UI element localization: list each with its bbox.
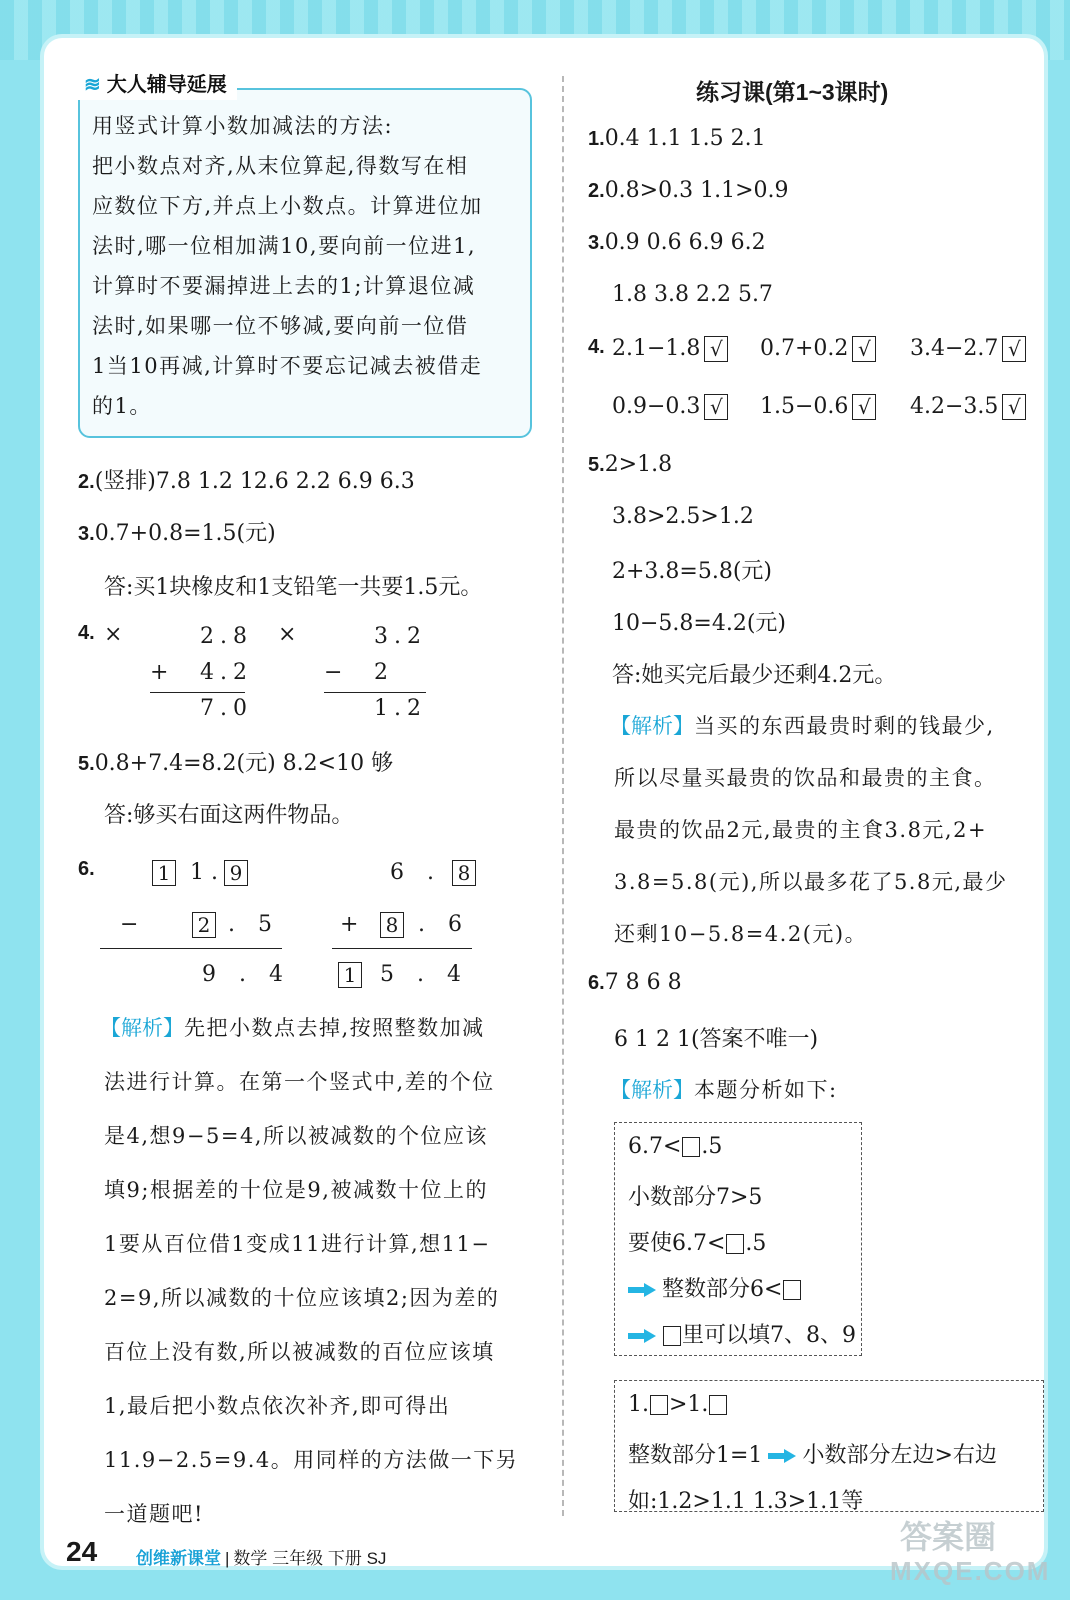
question-number: 6. [78, 858, 95, 880]
analysis-line: 11.9−2.5=9.4。用同样的方法做一下另 [104, 1448, 519, 1472]
footer-info [136, 1544, 386, 1569]
answer-text: 0.9 0.6 6.9 6.2 [604, 230, 766, 255]
analysis-line: 2=9,所以减数的十位应该填2;因为差的 [104, 1286, 500, 1310]
calc-result: 1.2 [374, 696, 427, 721]
answer-5 [588, 452, 672, 477]
answer-6 [588, 970, 682, 995]
box-text: 小数部分左边>右边 [802, 1443, 997, 1468]
question-number: 4. [78, 622, 95, 644]
tip-line: 法时,哪一位相加满10,要向前一位进1, [92, 234, 477, 258]
book-info: 数学 三年级 下册 SJ [233, 1549, 387, 1568]
box-line [628, 1318, 856, 1349]
box-line [628, 1438, 997, 1469]
blank-square [726, 1234, 744, 1254]
box-text: 整数部分6< [662, 1277, 783, 1302]
tip-line: 应数位下方,并点上小数点。计算进位加 [92, 194, 483, 218]
calc-top [390, 860, 476, 886]
analysis-line: 最贵的饮品2元,最贵的主食3.8元,2+ [614, 818, 988, 842]
analysis-tag: 【解析】 [100, 1017, 184, 1040]
tip-box [78, 88, 532, 438]
calc-result: 9 . 4 [202, 962, 291, 987]
blank-square [709, 1395, 727, 1415]
analysis-line: 先把小数点去掉,按照整数加减 [184, 1016, 485, 1040]
check-box: √ [852, 394, 876, 420]
answer-text: 答:她买完后最少还剩4.2元。 [612, 663, 897, 688]
answer-3 [588, 230, 766, 255]
wrong-mark: × [278, 622, 297, 647]
box-line [628, 1226, 766, 1257]
calc-line [324, 692, 426, 693]
check-item [612, 336, 728, 362]
box-line [628, 1134, 722, 1159]
question-number: 2. [588, 180, 605, 202]
blank-square [663, 1326, 681, 1346]
answer-1 [588, 126, 766, 151]
answer-5 [78, 746, 393, 777]
expression: 3.4−2.7 [910, 336, 999, 361]
analysis [610, 1074, 838, 1104]
question-number: 5. [588, 454, 605, 476]
check-item [910, 336, 1026, 362]
check-item [760, 336, 876, 362]
answer-text: 6 1 2 1(答案不唯一) [614, 1027, 819, 1052]
blank-square [650, 1395, 668, 1415]
analysis-line: 3.8=5.8(元),所以最多花了5.8元,最少 [614, 870, 1008, 894]
question-number: 1. [588, 128, 605, 150]
calc-top: 2.8 [200, 624, 253, 649]
answer-text: 答:够买右面这两件物品。 [104, 803, 354, 828]
box-text: 整数部分1=1 [628, 1443, 763, 1468]
answer-text: 3.8>2.5>1.2 [612, 504, 754, 529]
box-text: 1. [628, 1392, 649, 1417]
question-number: 6. [588, 972, 605, 994]
answer-box: 8 [452, 860, 476, 886]
answer-box: 8 [380, 912, 404, 938]
expression: 2.1−1.8 [612, 336, 701, 361]
answer-box: 1 [152, 860, 176, 886]
arrow-right-icon [768, 1449, 796, 1463]
analysis-line: 一道题吧! [104, 1502, 204, 1526]
answer-text: 0.8+7.4=8.2(元) 8.2<10 够 [94, 751, 394, 776]
calc-digits: . 6 [418, 912, 470, 937]
analysis [610, 710, 995, 740]
question-number: 4. [588, 336, 605, 358]
answer-text: 7 8 6 8 [604, 970, 682, 995]
analysis-line: 当买的东西最贵时剩的钱最少, [694, 714, 995, 738]
answer-text: 答:买1块橡皮和1支铅笔一共要1.5元。 [104, 575, 483, 600]
expression: 1.5−0.6 [760, 394, 849, 419]
arrow-right-icon [628, 1329, 656, 1343]
answer-text: 0.8>0.3 1.1>0.9 [604, 178, 789, 203]
tip-line: 的1。 [92, 394, 152, 418]
calc-result: 7.0 [200, 696, 253, 721]
blank-square [682, 1137, 700, 1157]
answer-text: 1.8 3.8 2.2 5.7 [612, 282, 773, 307]
answer-3 [78, 516, 276, 547]
calc-top [152, 860, 248, 886]
answer-text: 10−5.8=4.2(元) [612, 611, 787, 636]
calc-top: 3.2 [374, 624, 427, 649]
calc-digits: . 5 [228, 912, 280, 937]
calc-operator: + [340, 912, 359, 937]
tip-line: 法时,如果哪一位不够减,要向前一位借 [92, 314, 469, 338]
box-text: 里可以填7、8、9 [682, 1323, 856, 1348]
expression: 4.2−3.5 [910, 394, 999, 419]
answer-text: 0.7+0.8=1.5(元) [94, 521, 276, 546]
box-text: >1. [669, 1392, 709, 1417]
analysis-line: 还剩10−5.8=4.2(元)。 [614, 922, 868, 946]
check-box: √ [1002, 394, 1026, 420]
calc-mid: 4.2 [200, 660, 253, 685]
check-item [612, 394, 728, 420]
column-divider [562, 76, 564, 1516]
question-number: 5. [78, 753, 95, 775]
wave-icon: ≋ [84, 74, 101, 96]
analysis-line: 本题分析如下: [694, 1078, 838, 1102]
check-box: √ [852, 336, 876, 362]
answer-2 [78, 464, 415, 495]
answer-text: 2>1.8 [604, 452, 673, 477]
question-number: 2. [78, 471, 95, 493]
calc-digits: 1 . [190, 860, 218, 885]
box-line [628, 1272, 802, 1303]
footer-separator: | [225, 1549, 230, 1568]
tip-title-text: 大人辅导延展 [106, 74, 227, 96]
answer-6 [78, 858, 95, 881]
calc-operator: − [120, 912, 139, 937]
box-text: .5 [701, 1134, 723, 1159]
calc-mid [192, 912, 280, 938]
calc-result [338, 962, 469, 988]
box-line: 如:1.2>1.1 1.3>1.1等 [628, 1489, 864, 1514]
expression: 0.9−0.3 [612, 394, 701, 419]
calc-operator: + [150, 660, 169, 685]
analysis-line: 百位上没有数,所以被减数的百位应该填 [104, 1340, 495, 1364]
box-line [628, 1392, 728, 1417]
calc-line [332, 948, 472, 949]
analysis-tag: 【解析】 [610, 715, 694, 738]
box-text: 要使6.7< [628, 1231, 726, 1256]
wrong-mark: × [104, 622, 123, 647]
check-item [760, 394, 876, 420]
answer-4 [78, 622, 95, 645]
blank-square [783, 1280, 801, 1300]
analysis-line: 1要从百位借1变成11进行计算,想11− [104, 1232, 491, 1256]
analysis-line: 所以尽量买最贵的饮品和最贵的主食。 [614, 766, 997, 790]
question-number: 3. [78, 523, 95, 545]
box-text: .5 [745, 1231, 767, 1256]
analysis [100, 1012, 485, 1042]
check-box: √ [1002, 336, 1026, 362]
question-number: 3. [588, 232, 605, 254]
answer-box: 2 [192, 912, 216, 938]
arrow-right-icon [628, 1283, 656, 1297]
analysis-line: 填9;根据差的十位是9,被减数十位上的 [104, 1178, 488, 1202]
check-box: √ [704, 394, 728, 420]
calc-line [150, 692, 245, 693]
tip-line: 把小数点对齐,从末位算起,得数写在相 [92, 154, 469, 178]
analysis-line: 是4,想9−5=4,所以被减数的个位应该 [104, 1124, 488, 1148]
box-line: 小数部分7>5 [628, 1185, 763, 1210]
watermark-logo: 答案圈 [900, 1519, 997, 1555]
answer-4 [588, 336, 605, 359]
answer-box: 9 [224, 860, 248, 886]
tip-line: 用竖式计算小数加减法的方法: [92, 114, 394, 138]
calc-digits: 6 . [390, 860, 442, 885]
analysis-line: 法进行计算。在第一个竖式中,差的个位 [104, 1070, 495, 1094]
calc-line [100, 948, 282, 949]
calc-mid: 2 [374, 660, 388, 685]
expression: 0.7+0.2 [760, 336, 849, 361]
tip-line: 计算时不要漏掉进上去的1;计算退位减 [92, 274, 476, 298]
check-box: √ [704, 336, 728, 362]
answer-box: 1 [338, 962, 362, 988]
answer-text: (竖排)7.8 1.2 12.6 2.2 6.9 6.3 [94, 469, 415, 494]
answer-text: 0.4 1.1 1.5 2.1 [604, 126, 766, 151]
calc-mid [380, 912, 470, 938]
check-item [910, 394, 1026, 420]
tip-title [76, 70, 237, 100]
watermark-url: MXQE.COM [890, 1556, 1051, 1586]
analysis-line: 1,最后把小数点依次补齐,即可得出 [104, 1394, 451, 1418]
section-title: 练习课(第1~3课时) [696, 79, 889, 105]
page-number: 24 [66, 1536, 98, 1567]
answer-text: 2+3.8=5.8(元) [612, 559, 773, 584]
calc-digits: 5 . 4 [380, 962, 469, 987]
answer-2 [588, 178, 789, 203]
box-text: 6.7< [628, 1134, 682, 1159]
analysis-tag: 【解析】 [610, 1079, 694, 1102]
brand-name: 创维新课堂 [136, 1549, 221, 1568]
calc-operator: − [324, 660, 343, 685]
tip-line: 1当10再减,计算时不要忘记减去被借走 [92, 354, 483, 378]
